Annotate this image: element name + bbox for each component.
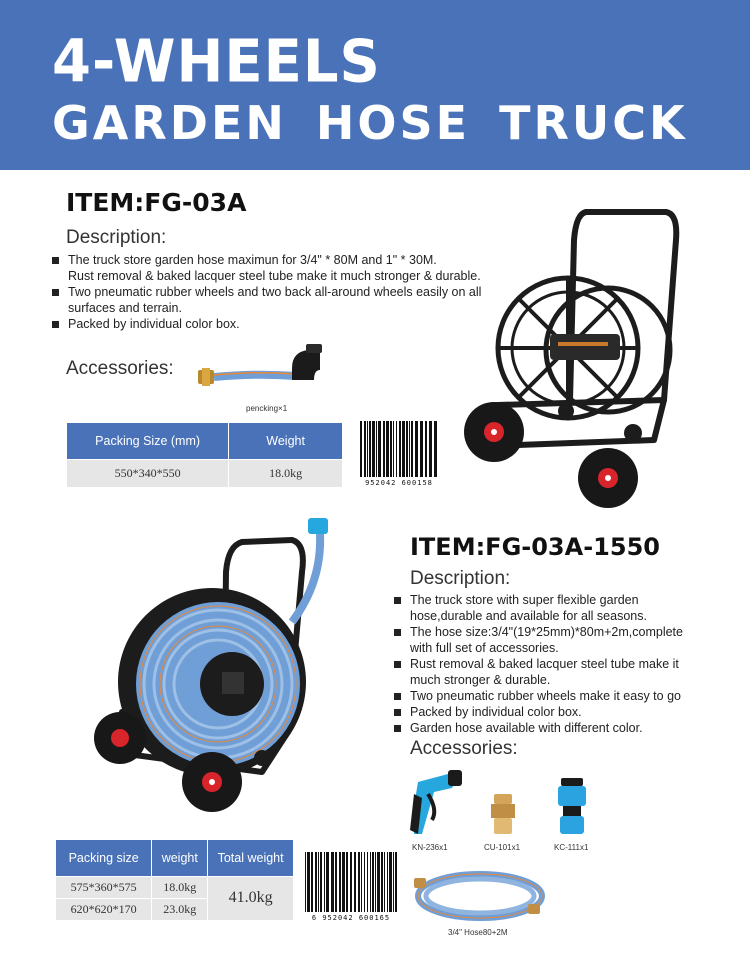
accessory-caption: pencking×1 <box>246 404 288 413</box>
list-item: Rust removal & baked lacquer steel tube make it much stronger & durable. <box>392 656 704 688</box>
barcode-stripe <box>324 852 325 912</box>
coiled-hose-icon <box>408 864 548 926</box>
barcode-stripe <box>372 852 374 912</box>
barcode-stripe <box>434 421 437 477</box>
table-cell: 550*340*550 <box>67 459 229 487</box>
barcode-stripe <box>335 852 337 912</box>
barcode-stripe <box>378 421 381 477</box>
table-cell: 23.0kg <box>152 898 208 920</box>
barcode-stripe <box>364 852 365 912</box>
product2-barcode <box>303 852 399 922</box>
barcode-stripe <box>367 421 368 477</box>
list-item: Packed by individual color box. <box>392 704 704 720</box>
barcode-stripe <box>387 852 388 912</box>
table-header: Packing size <box>56 840 152 876</box>
barcode-stripe <box>383 421 385 477</box>
table-header: weight <box>152 840 208 876</box>
list-item: The truck store garden hose maximun for 3/4" * 80M and 1" * 30M. Rust removal & baked lacquer steel tube make it much stronger & durable. <box>50 252 490 284</box>
total-weight-cell: 41.0kg <box>208 876 294 920</box>
barcode-stripe <box>361 852 362 912</box>
product1-description-heading: Description: <box>66 227 167 248</box>
accessory-caption: 3/4" Hose80+2M <box>448 928 508 937</box>
hose-reel-cart-icon <box>92 512 352 822</box>
product2-description-list <box>392 592 704 736</box>
barcode-stripe <box>307 852 310 912</box>
barcode-stripe <box>376 421 377 477</box>
list-item: Two pneumatic rubber wheels make it easy to go <box>392 688 704 704</box>
product2-packing-table <box>56 840 294 920</box>
barcode-number: 952042 600158 <box>365 479 433 487</box>
product1-item-title: ITEM:FG-03A <box>66 188 247 217</box>
product1-accessories-heading: Accessories: <box>66 358 174 379</box>
hose-reel-cart-icon <box>458 200 688 510</box>
product1-packing-table <box>67 423 343 487</box>
table-header: Packing Size (mm) <box>67 423 229 459</box>
barcode-stripe <box>369 421 371 477</box>
barcode-stripe <box>339 852 341 912</box>
barcode-number: 6 952042 600165 <box>311 914 391 922</box>
product1-description-list <box>50 252 490 332</box>
product2-accessories-heading: Accessories: <box>410 738 518 759</box>
barcode-stripe <box>346 852 348 912</box>
table-cell: 18.0kg <box>152 876 208 898</box>
barcode-stripe <box>331 852 334 912</box>
accessory-caption: CU-101x1 <box>484 843 521 852</box>
barcode-stripe <box>393 421 394 477</box>
product1-barcode <box>358 421 440 487</box>
table-header: Weight <box>229 423 343 459</box>
banner-title-line2: GARDEN HOSE TRUCK <box>52 96 688 150</box>
list-item: Two pneumatic rubber wheels and two back all-around wheels easily on all surfaces and terrain. <box>50 284 490 316</box>
barcode-stripe <box>415 421 418 477</box>
barcode-stripe <box>396 421 397 477</box>
hose-connector-icon <box>196 340 336 404</box>
list-item: The truck store with super flexible garden hose,durable and available for all seasons. <box>392 592 704 624</box>
barcode-stripe <box>364 421 366 477</box>
barcode-stripe <box>305 852 306 912</box>
accessory-caption: KC-111x1 <box>554 843 589 852</box>
quick-connector-icon <box>555 776 589 838</box>
barcode-stripe <box>411 421 413 477</box>
list-item: Packed by individual color box. <box>50 316 490 332</box>
barcode-stripe <box>425 421 427 477</box>
barcode-stripe <box>393 852 394 912</box>
list-item: Garden hose available with different color. <box>392 720 704 736</box>
barcode-stripe <box>395 852 397 912</box>
barcode-stripe <box>402 421 405 477</box>
barcode-stripe <box>318 852 319 912</box>
product2-description-heading: Description: <box>410 568 511 589</box>
barcode-bars <box>303 852 399 912</box>
barcode-stripe <box>360 421 362 477</box>
accessory-caption: KN-236x1 <box>412 843 448 852</box>
brass-connector-icon <box>488 792 518 838</box>
barcode-stripe <box>370 852 371 912</box>
banner-title-line1: 4-WHEELS <box>52 28 381 97</box>
spray-gun-icon <box>408 764 468 840</box>
barcode-stripe <box>389 852 392 912</box>
barcode-stripe <box>350 852 352 912</box>
header-banner <box>0 0 750 170</box>
barcode-stripe <box>384 852 385 912</box>
barcode-stripe <box>420 421 423 477</box>
barcode-stripe <box>354 852 356 912</box>
table-cell: 18.0kg <box>229 459 343 487</box>
barcode-stripe <box>377 852 380 912</box>
barcode-stripe <box>315 852 317 912</box>
barcode-stripe <box>406 421 408 477</box>
barcode-stripe <box>409 421 410 477</box>
barcode-stripe <box>342 852 345 912</box>
table-cell: 575*360*575 <box>56 876 152 898</box>
barcode-stripe <box>311 852 313 912</box>
barcode-stripe <box>429 421 432 477</box>
barcode-stripe <box>390 421 392 477</box>
barcode-bars <box>358 421 440 477</box>
barcode-stripe <box>375 852 376 912</box>
barcode-stripe <box>358 852 360 912</box>
barcode-stripe <box>320 852 322 912</box>
barcode-stripe <box>326 852 329 912</box>
barcode-stripe <box>399 421 401 477</box>
list-item: The hose size:3/4"(19*25mm)*80m+2m,complete with full set of accessories. <box>392 624 704 656</box>
table-cell: 620*620*170 <box>56 898 152 920</box>
barcode-stripe <box>381 852 383 912</box>
table-header: Total weight <box>208 840 294 876</box>
barcode-stripe <box>386 421 389 477</box>
barcode-stripe <box>367 852 368 912</box>
product2-item-title: ITEM:FG-03A-1550 <box>410 533 660 561</box>
barcode-stripe <box>372 421 375 477</box>
